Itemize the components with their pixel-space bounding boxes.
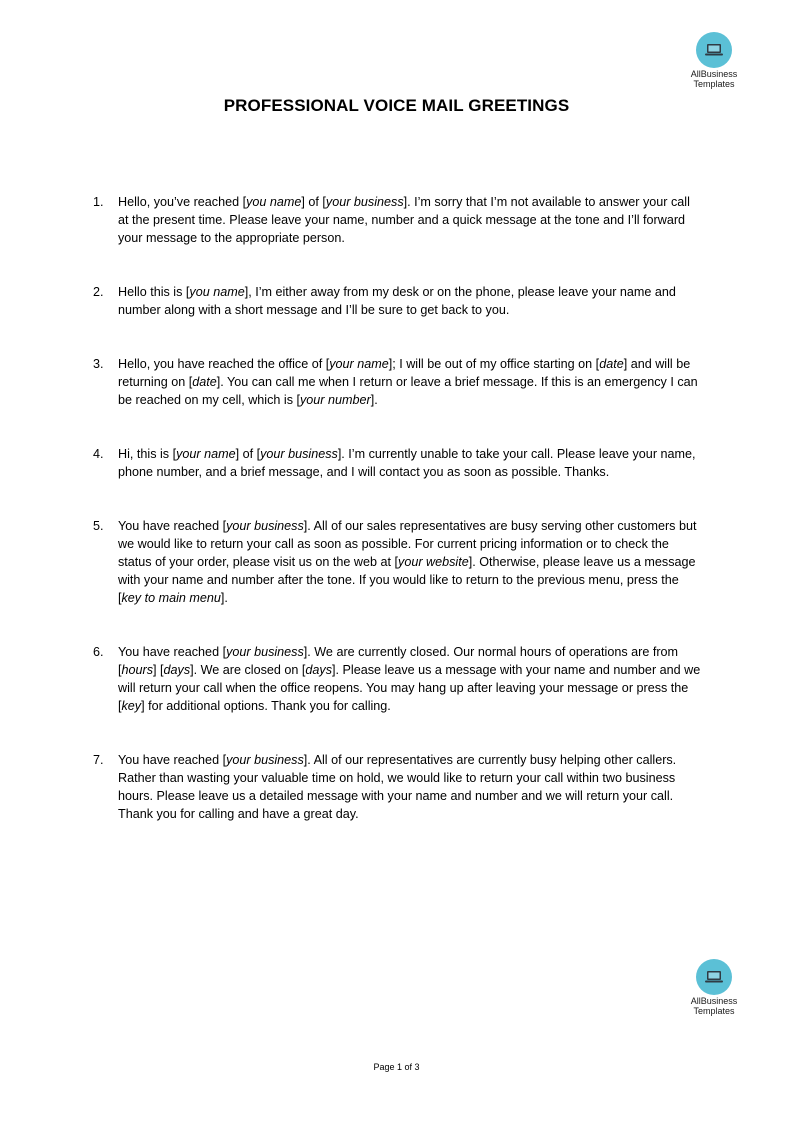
greeting-text: ]. I’m currently unable to take your call. Please leave your name, phone number, and a brief message, and I will contact you as soon as possible. Thanks. bbox=[118, 447, 696, 479]
logo-line2: Templates bbox=[693, 79, 735, 89]
placeholder-text: key to main menu bbox=[121, 591, 221, 605]
placeholder-text: you name bbox=[189, 285, 245, 299]
greeting-text: ]. bbox=[370, 393, 378, 407]
greeting-text: ]; I will be out of my office starting on [ bbox=[388, 357, 600, 371]
greeting-text: ]. Otherwise, please leave us a message with your name and number after the tone. If you would like to return to the previous menu, press the [ bbox=[118, 555, 696, 605]
greeting-item bbox=[93, 751, 703, 823]
placeholder-text: your business bbox=[226, 519, 304, 533]
greeting-text: ]. I’m sorry that I’m not available to answer your call at the present time. Please leave your name, number and a quick message at the tone and I’ll forward your message to the appropriate person. bbox=[118, 195, 690, 245]
greeting-text: You have reached [ bbox=[118, 753, 227, 767]
placeholder-text: your name bbox=[329, 357, 389, 371]
greeting-item bbox=[93, 283, 703, 319]
item-text bbox=[118, 447, 696, 479]
greeting-item bbox=[93, 355, 703, 409]
placeholder-text: your website bbox=[398, 555, 469, 569]
placeholder-text: your number bbox=[300, 393, 371, 407]
item-number: 7. bbox=[93, 753, 104, 767]
page-number: Page 1 of 3 bbox=[373, 1062, 420, 1072]
greeting-text: ] and will be returning on [ bbox=[118, 357, 691, 389]
page-title: PROFESSIONAL VOICE MAIL GREETINGS bbox=[223, 96, 570, 115]
greeting-text: Hello, you have reached the office of [ bbox=[118, 357, 330, 371]
logo-bottom bbox=[669, 959, 759, 1016]
item-number: 3. bbox=[93, 357, 104, 371]
greeting-item bbox=[93, 193, 703, 247]
placeholder-text: date bbox=[192, 375, 217, 389]
item-number: 6. bbox=[93, 645, 104, 659]
greeting-text: ]. All of our representatives are currently busy helping other callers. Rather than wasting your valuable time on hold, we would like to return your call within two business hours. Please leave us a detailed message with your name and number and we will return your call. Thank you for calling and have a great day. bbox=[118, 753, 677, 821]
item-text bbox=[118, 285, 676, 317]
greeting-item bbox=[93, 517, 703, 607]
item-text bbox=[118, 519, 696, 605]
greeting-text: You have reached [ bbox=[118, 519, 227, 533]
placeholder-text: days bbox=[305, 663, 333, 677]
placeholder-text: date bbox=[599, 357, 624, 371]
greeting-text: ], I’m either away from my desk or on the phone, please leave your name and number along with a short message and I’ll be sure to get back to you. bbox=[118, 285, 676, 317]
greeting-item bbox=[93, 643, 703, 715]
logo-top bbox=[669, 32, 759, 89]
placeholder-text: your business bbox=[260, 447, 338, 461]
logo-text bbox=[669, 996, 759, 1016]
greeting-text: ]. We are closed on [ bbox=[190, 663, 306, 677]
placeholder-text: your business bbox=[226, 753, 304, 767]
greeting-text: ] of [ bbox=[235, 447, 261, 461]
logo-line2: Templates bbox=[693, 1006, 735, 1016]
greeting-text: ] of [ bbox=[301, 195, 326, 209]
placeholder-text: hours bbox=[121, 663, 154, 677]
greeting-text: You have reached [ bbox=[118, 645, 227, 659]
laptop-icon bbox=[696, 959, 732, 995]
item-number: 5. bbox=[93, 519, 104, 533]
placeholder-text: your name bbox=[176, 447, 236, 461]
item-number: 4. bbox=[93, 447, 104, 461]
placeholder-text: your business bbox=[325, 195, 404, 209]
greeting-text: ]. You can call me when I return or leave a brief message. If this is an emergency I can be reached on my cell, which is [ bbox=[118, 375, 698, 407]
logo-text bbox=[669, 69, 759, 89]
greeting-text: ] for additional options. Thank you for calling. bbox=[141, 699, 391, 713]
item-text bbox=[118, 357, 698, 407]
greeting-text: ]. We are currently closed. Our normal hours of operations are from [ bbox=[118, 645, 679, 677]
placeholder-text: your business bbox=[226, 645, 304, 659]
greeting-text: ]. Please leave us a message with your name and number and we will return your call when the office reopens. You may hang up after leaving your message or press the [ bbox=[118, 663, 701, 713]
greeting-text: ]. bbox=[220, 591, 228, 605]
item-text bbox=[118, 645, 700, 713]
greetings-list bbox=[93, 193, 703, 859]
greeting-item bbox=[93, 445, 703, 481]
greeting-text: Hi, this is [ bbox=[118, 447, 177, 461]
placeholder-text: days bbox=[163, 663, 191, 677]
logo-line1: AllBusiness bbox=[690, 996, 738, 1006]
greeting-text: Hello this is [ bbox=[118, 285, 190, 299]
placeholder-text: key bbox=[121, 699, 142, 713]
laptop-icon bbox=[696, 32, 732, 68]
greeting-text: Hello, you’ve reached [ bbox=[118, 195, 247, 209]
greeting-text: ]. All of our sales representatives are busy serving other customers but we would like to return your call as soon as possible. For current pricing information or to check the status of your order, please visit us on the web at [ bbox=[118, 519, 697, 569]
logo-line1: AllBusiness bbox=[690, 69, 738, 79]
item-number: 2. bbox=[93, 285, 104, 299]
greeting-text: ] [ bbox=[153, 663, 164, 677]
item-number: 1. bbox=[93, 195, 104, 209]
placeholder-text: you name bbox=[246, 195, 302, 209]
item-text bbox=[118, 195, 690, 245]
item-text bbox=[118, 753, 676, 821]
